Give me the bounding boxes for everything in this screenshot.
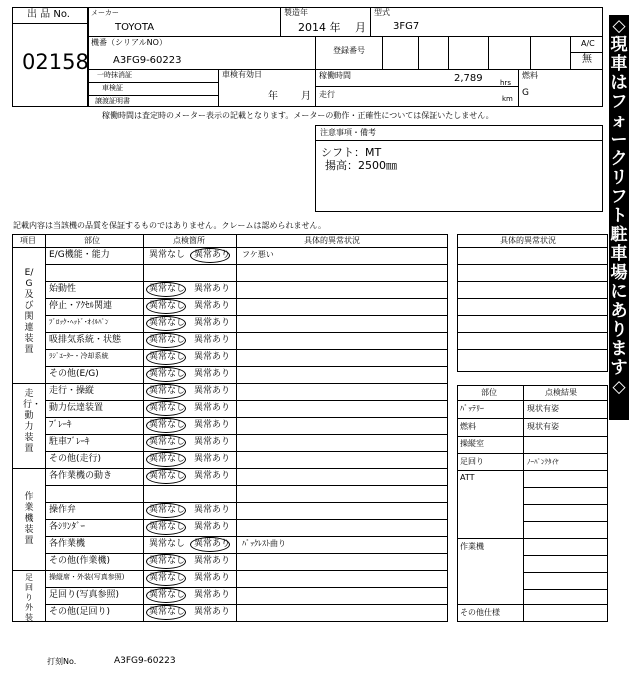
check-abnormal-option[interactable]: 異常あり xyxy=(194,437,231,447)
selection-circle xyxy=(146,333,186,348)
right-part-fuel: 燃料 xyxy=(460,422,476,431)
selection-circle xyxy=(146,435,186,450)
selection-circle xyxy=(190,537,230,552)
group-label-work: 作業機装置 xyxy=(24,492,34,546)
check-abnormal-option[interactable]: 異常あり xyxy=(194,420,231,430)
check-abnormal-option[interactable]: 異常あり xyxy=(194,505,231,515)
group-label-drive: 走行・動力装置 xyxy=(23,389,42,454)
check-normal-option[interactable]: 異常なし xyxy=(149,403,186,413)
row-detail: ﾊﾞｯｸﾚｽﾄ曲り xyxy=(242,539,286,548)
selection-circle xyxy=(190,248,230,263)
row-part: 各作業機の動き xyxy=(49,471,113,481)
check-normal-option[interactable]: 異常なし xyxy=(149,318,186,328)
selection-circle xyxy=(146,401,186,416)
selection-circle xyxy=(146,605,186,620)
model-label: 型式 xyxy=(374,8,390,17)
selection-circle xyxy=(146,452,186,467)
inspection-label: 車検有効日 xyxy=(222,70,262,79)
selection-circle xyxy=(146,469,186,484)
right-col-part: 部位 xyxy=(481,388,497,397)
inspection-month: 月 xyxy=(301,91,311,102)
right-result-fuel: 現状有姿 xyxy=(527,422,559,431)
check-abnormal-option[interactable]: 異常あり xyxy=(194,607,231,617)
right-part-battery: ﾊﾞｯﾃﾘｰ xyxy=(460,404,484,413)
selection-circle xyxy=(146,571,186,586)
right-result-battery: 現状有姿 xyxy=(527,404,559,413)
maker-value: TOYOTA xyxy=(115,22,155,33)
row-part: 吸排気系統・状態 xyxy=(49,335,122,345)
check-normal-option[interactable]: 異常なし xyxy=(149,250,186,260)
maker-label: メーカー xyxy=(91,9,119,17)
check-normal-option[interactable]: 異常なし xyxy=(149,352,186,362)
right-detail-box xyxy=(457,234,608,372)
transfer-cert-label: 譲渡証明書 xyxy=(95,97,130,105)
check-abnormal-option[interactable]: 異常あり xyxy=(194,386,231,396)
serial-value: A3FG9-60223 xyxy=(113,55,182,66)
stamp-label: 打刻No. xyxy=(47,657,77,666)
lot-label: 出 品 No. xyxy=(27,9,70,20)
selection-circle xyxy=(146,316,186,331)
check-abnormal-option[interactable]: 異常あり xyxy=(194,573,231,583)
check-abnormal-option[interactable]: 異常あり xyxy=(194,369,231,379)
fuel-label: 燃料 xyxy=(522,71,538,80)
selection-circle xyxy=(146,367,186,382)
stamp-value: A3FG9-60223 xyxy=(114,656,176,666)
selection-circle xyxy=(146,384,186,399)
check-abnormal-option[interactable]: 異常あり xyxy=(194,556,231,566)
row-part: 足回り(写真参照) xyxy=(49,590,120,600)
check-normal-option[interactable]: 異常なし xyxy=(149,607,186,617)
col-item-header: 項目 xyxy=(20,236,36,245)
row-part: その他(足回り) xyxy=(49,607,111,617)
check-normal-option[interactable]: 異常なし xyxy=(149,454,186,464)
ac-value: 無 xyxy=(582,54,592,65)
row-part: その他(E/G) xyxy=(49,369,99,379)
row-detail: フケ悪い xyxy=(242,250,274,259)
selection-circle xyxy=(146,350,186,365)
inspection-year: 年 xyxy=(268,91,278,102)
check-normal-option[interactable]: 異常なし xyxy=(149,301,186,311)
model-value: 3FG7 xyxy=(393,21,420,32)
check-normal-option[interactable]: 異常なし xyxy=(149,505,186,515)
col-check-header: 点検箇所 xyxy=(173,236,205,245)
check-normal-option[interactable]: 異常なし xyxy=(149,284,186,294)
check-normal-option[interactable]: 異常なし xyxy=(149,335,186,345)
group-label-undercarriage: 足回り外装 xyxy=(25,573,33,622)
check-abnormal-option[interactable]: 異常あり xyxy=(194,318,231,328)
remarks-line2: 揚高：2500㎜ xyxy=(325,159,397,172)
month-suffix: 月 xyxy=(355,21,366,34)
hours-label: 稼働時間 xyxy=(319,71,351,80)
check-abnormal-option[interactable]: 異常あり xyxy=(194,454,231,464)
fuel-value: G xyxy=(522,88,529,98)
check-normal-option[interactable]: 異常なし xyxy=(149,590,186,600)
row-part: 各作業機 xyxy=(49,539,86,549)
check-abnormal-option[interactable]: 異常あり xyxy=(194,335,231,345)
right-part-undercarriage: 足回り xyxy=(460,457,484,466)
row-part: 操作弁 xyxy=(49,505,77,515)
check-normal-option[interactable]: 異常なし xyxy=(149,386,186,396)
selection-circle xyxy=(146,418,186,433)
notice-hours: 稼働時間は査定時のメーター表示の記載となります。メーターの動作・正確性については保証いたしません。 xyxy=(102,111,494,120)
selection-circle xyxy=(146,588,186,603)
check-normal-option[interactable]: 異常なし xyxy=(149,522,186,532)
row-part: ﾌﾞﾚｰｷ xyxy=(49,420,72,430)
check-abnormal-option[interactable]: 異常あり xyxy=(194,352,231,362)
check-abnormal-option[interactable]: 異常あり xyxy=(194,284,231,294)
selection-circle xyxy=(146,299,186,314)
selection-circle xyxy=(146,282,186,297)
hours-unit: hrs xyxy=(500,79,511,87)
right-result-undercarriage: ﾉｰﾊﾟﾝｸﾀｲﾔ xyxy=(527,458,559,466)
remarks-line1: シフト：MT xyxy=(321,146,382,159)
check-normal-option[interactable]: 異常なし xyxy=(149,539,186,549)
check-normal-option[interactable]: 異常なし xyxy=(149,369,186,379)
check-normal-option[interactable]: 異常なし xyxy=(149,556,186,566)
right-col-result: 点検結果 xyxy=(545,388,577,397)
row-part: 走行・操縦 xyxy=(49,386,95,396)
selection-circle xyxy=(146,520,186,535)
right-detail-header: 具体的異常状況 xyxy=(500,236,556,245)
hours-value: 2,789 xyxy=(454,73,483,84)
row-part: 始動性 xyxy=(49,284,77,294)
year-value: 2014 年 xyxy=(298,21,341,34)
check-normal-option[interactable]: 異常なし xyxy=(149,420,186,430)
group-label-engine: E/G及び関連装置 xyxy=(24,268,34,355)
row-part: 操縦席・外装(写真参照) xyxy=(49,573,125,581)
check-normal-option[interactable]: 異常なし xyxy=(149,437,186,447)
check-abnormal-option[interactable]: 異常あり xyxy=(194,250,231,260)
row-part: その他(走行) xyxy=(49,454,102,464)
notice-quality: 記載内容は当該機の品質を保証するものではありません。クレームは認められません。 xyxy=(13,221,326,230)
check-abnormal-option[interactable]: 異常あり xyxy=(194,301,231,311)
location-banner: ◇現車はフォークリフト駐車場にあります◇ xyxy=(609,15,629,420)
check-abnormal-option[interactable]: 異常あり xyxy=(194,403,231,413)
serial-label: 機番（シリアルNO） xyxy=(91,38,167,47)
right-part-work: 作業機 xyxy=(460,542,484,551)
remarks-label: 注意事項・備考 xyxy=(320,128,376,137)
selection-circle xyxy=(146,554,186,569)
mileage-unit: km xyxy=(502,95,513,103)
col-part-header: 部位 xyxy=(84,236,100,245)
row-part: E/G機能・能力 xyxy=(49,250,110,260)
row-part: 駐車ﾌﾞﾚｰｷ xyxy=(49,437,90,447)
right-part-cab: 操縦室 xyxy=(460,439,484,448)
selection-circle xyxy=(146,503,186,518)
right-part-other: その他仕様 xyxy=(460,608,500,617)
check-abnormal-option[interactable]: 異常あり xyxy=(194,471,231,481)
check-normal-option[interactable]: 異常なし xyxy=(149,471,186,481)
row-part: ﾌﾞﾛｯｸ･ﾍｯﾄﾞ･ｵｲﾙﾊﾟﾝ xyxy=(49,318,109,326)
row-part: その他(作業機) xyxy=(49,556,111,566)
temp-reg-label: 一時抹消証 xyxy=(97,71,132,79)
ac-label: A/C xyxy=(581,39,595,48)
row-part: 停止・ｱｸｾﾙ関連 xyxy=(49,301,113,311)
right-part-att: ATT xyxy=(460,473,475,482)
check-normal-option[interactable]: 異常なし xyxy=(149,573,186,583)
check-abnormal-option[interactable]: 異常あり xyxy=(194,539,231,549)
row-part: 動力伝達装置 xyxy=(49,403,104,413)
row-part: 各ｼﾘﾝﾀﾞｰ xyxy=(49,522,86,532)
row-part: ﾗｼﾞｴｰﾀｰ・冷却系統 xyxy=(49,352,109,360)
check-abnormal-option[interactable]: 異常あり xyxy=(194,522,231,532)
mileage-label: 走行 xyxy=(319,90,335,99)
reg-label: 登録番号 xyxy=(333,46,365,55)
vehicle-cert-label: 車検証 xyxy=(102,84,123,92)
year-label: 製造年 xyxy=(284,8,308,17)
col-detail-header: 具体的異常状況 xyxy=(304,236,360,245)
lot-number: 02158 xyxy=(22,50,89,74)
check-abnormal-option[interactable]: 異常あり xyxy=(194,590,231,600)
